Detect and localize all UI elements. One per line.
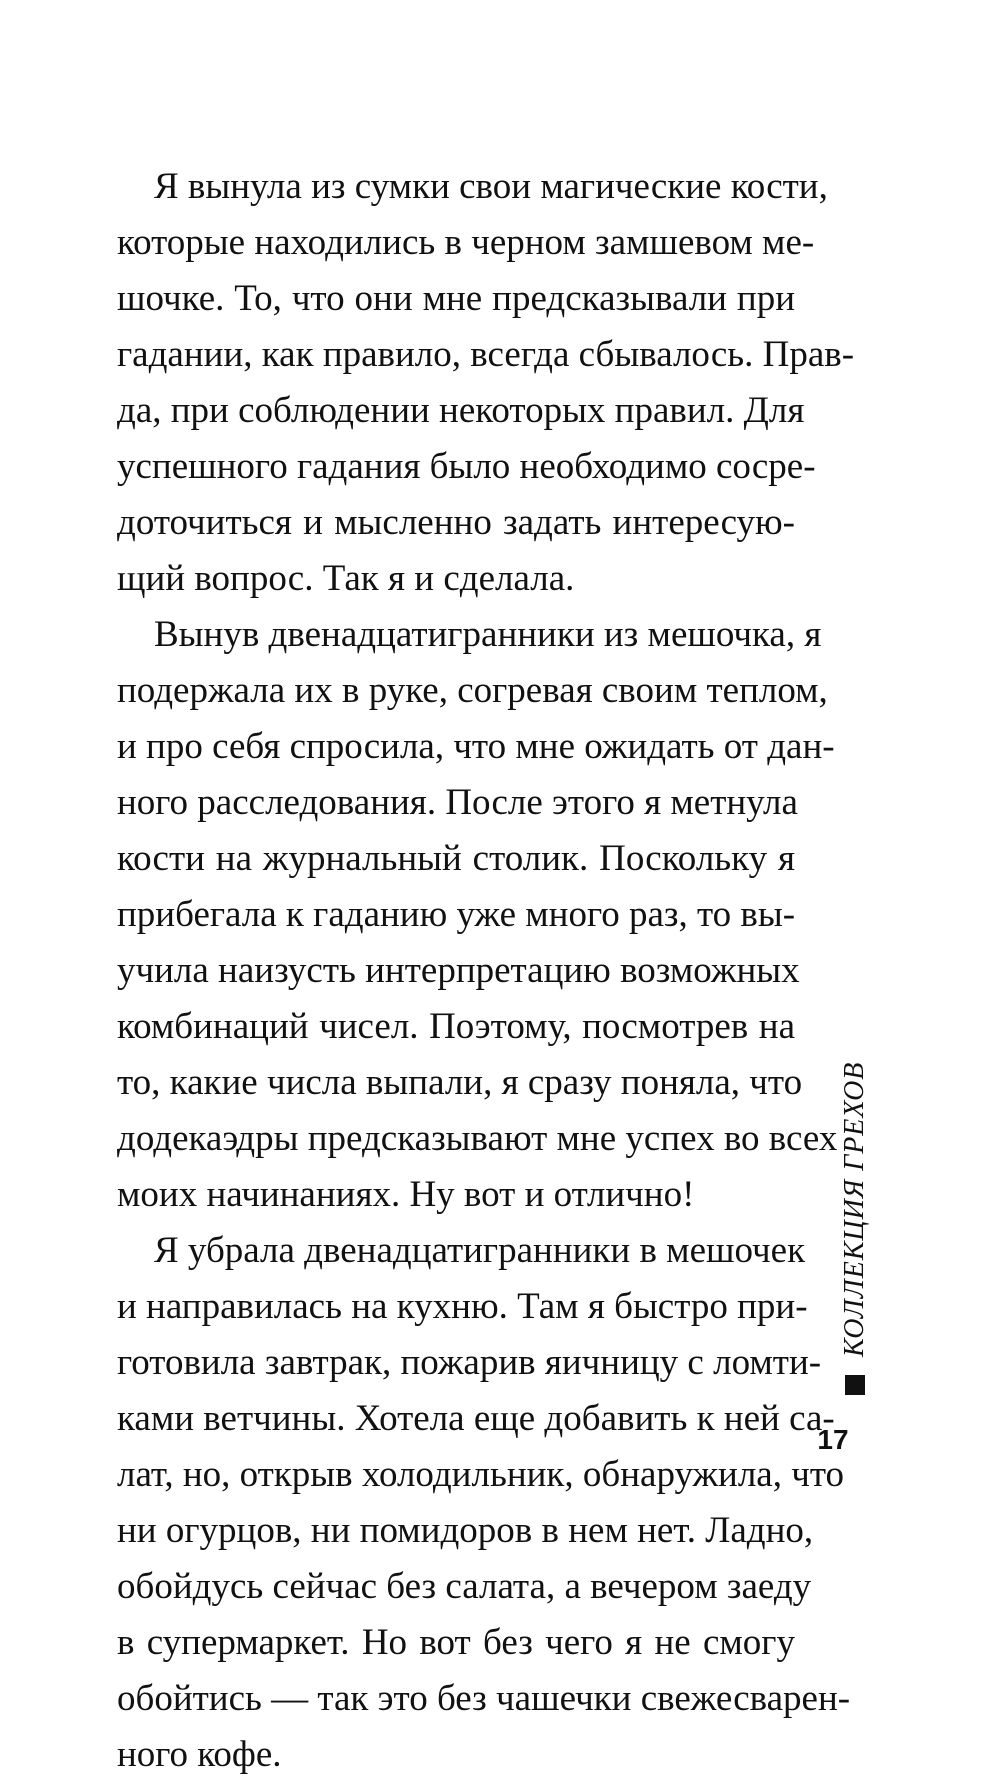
text-line: лат, но, открыв холодильник, обнаружила, что: [117, 1454, 845, 1495]
text-line: гадании, как правило, всегда сбывалось. Прав-: [117, 334, 855, 375]
text-line: доточиться и мысленно задать интересую-: [117, 502, 795, 543]
text-line: учила наизусть интерпретацию возможных: [117, 950, 800, 991]
text-line: моих начинаниях. Ну вот и отлично!: [117, 1174, 695, 1215]
text-line: додекаэдры предсказывают мне успех во всех: [117, 1118, 838, 1159]
text-line: обойтись — так это без чашечки свежесварен-: [117, 1678, 851, 1719]
series-title: КОЛЛЕКЦИЯ ГРЕХОВ: [839, 1061, 870, 1357]
text-line: шочке. То, что они мне предсказывали при: [117, 278, 795, 319]
text-line: Я вынула из сумки свои магические кости,: [154, 166, 828, 207]
paragraph-2: [117, 607, 838, 1223]
text-line: ного кофе.: [117, 1734, 282, 1775]
text-line: Вынув двенадцатигранники из мешочка, я: [154, 614, 822, 655]
text-line: ни огурцов, ни помидоров в нем нет. Ладно,: [117, 1510, 814, 1551]
page-number: 17: [817, 1424, 849, 1455]
series-label: [840, 1015, 870, 1395]
text-line: кости на журнальный столик. Поскольку я: [117, 838, 795, 879]
paragraph-1: [117, 159, 855, 607]
text-line: обойдусь сейчас без салата, а вечером заеду: [117, 1566, 812, 1607]
text-line: ного расследования. После этого я метнула: [117, 782, 798, 823]
text-line: прибегала к гаданию уже много раз, то вы-: [117, 894, 796, 935]
text-line: подержала их в руке, согревая своим теплом,: [117, 670, 828, 711]
text-line: которые находились в черном замшевом ме-: [117, 222, 815, 263]
text-line: да, при соблюдении некоторых правил. Для: [117, 390, 805, 431]
text-line: и направилась на кухню. Там я быстро при-: [117, 1286, 808, 1327]
square-bullet-icon: [845, 1375, 865, 1395]
text-line: то, какие числа выпали, я сразу поняла, что: [117, 1062, 803, 1103]
text-line: щий вопрос. Так я и сделала.: [117, 558, 575, 599]
text-line: готовила завтрак, пожарив яичницу с ломти-: [117, 1342, 822, 1383]
text-line: в супермаркет. Но вот без чего я не смогу: [117, 1622, 795, 1663]
text-line: успешного гадания было необходимо сосре-: [117, 446, 816, 487]
text-line: комбинаций чисел. Поэтому, посмотрев на: [117, 1006, 795, 1047]
text-line: и про себя спросила, что мне ожидать от дан-: [117, 726, 835, 767]
text-line: ками ветчины. Хотела еще добавить к ней са-: [117, 1398, 835, 1439]
text-line: Я убрала двенадцатигранники в мешочек: [154, 1230, 806, 1271]
